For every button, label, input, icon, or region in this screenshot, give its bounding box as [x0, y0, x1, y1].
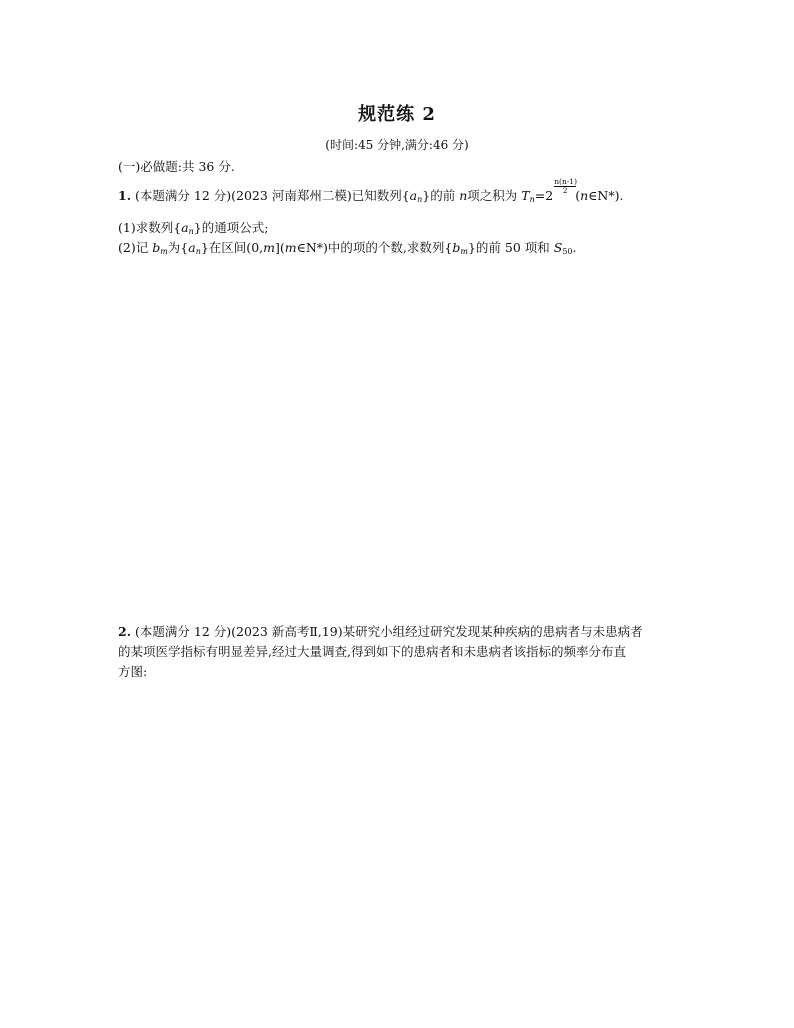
question-2-line-1	[118, 624, 643, 640]
exponent-fraction	[553, 177, 578, 200]
sub-m: m	[160, 247, 168, 256]
q1-text: ](	[274, 240, 285, 255]
q1-text: 为{	[167, 240, 189, 255]
q1-text: ∈N*)中的项的个数,求数列{	[296, 240, 453, 255]
q1-text: (1)求数列{	[118, 220, 182, 235]
q2-text: (本题满分 12 分)(2023 新高考Ⅱ,19)某研究小组经过研究发现某种疾病的患病者与未患病者	[135, 624, 643, 639]
var-b: b	[452, 240, 461, 255]
q1-text: (本题满分 12 分)(2023 河南郑州二模)已知数列{	[135, 188, 410, 203]
question-1-part-1	[118, 220, 268, 236]
var-m: m	[263, 240, 275, 255]
var-a: a	[181, 220, 189, 235]
exponent-denominator: 2	[562, 186, 568, 195]
sub-n: n	[188, 227, 194, 236]
var-n: n	[580, 188, 589, 203]
q1-text: .	[572, 240, 577, 255]
sub-n: n	[417, 195, 423, 204]
question-number: 1.	[118, 188, 132, 203]
var-S: S	[553, 240, 563, 255]
q1-text: }的通项公式;	[193, 220, 269, 235]
var-b: b	[152, 240, 161, 255]
q1-text: }的前	[422, 188, 460, 203]
q1-text: (2)记	[118, 240, 153, 255]
question-1-part-2	[118, 240, 577, 256]
q1-text: }的前 50 项和	[467, 240, 554, 255]
sub-n: n	[529, 195, 535, 204]
q1-text: (	[575, 188, 581, 203]
question-2-line-2: 的某项医学指标有明显差异,经过大量调查,得到如下的患病者和未患病者该指标的频率分布直	[118, 644, 626, 659]
sub-n: n	[195, 247, 201, 256]
sub-50: 50	[562, 247, 573, 256]
q1-text: =2	[534, 188, 554, 203]
exponent-numerator: n(n-1)	[554, 177, 578, 186]
page-title: 规范练 2	[358, 104, 436, 125]
question-2-line-3: 方图:	[118, 664, 148, 679]
q1-text: 项之积为	[467, 188, 522, 203]
q1-text: ∈N*).	[588, 188, 624, 203]
var-a: a	[409, 188, 418, 203]
question-number: 2.	[118, 624, 132, 639]
question-1-stem	[118, 177, 624, 204]
var-T: T	[521, 188, 530, 203]
sub-m: m	[460, 247, 468, 256]
var-n: n	[459, 188, 468, 203]
var-m: m	[284, 240, 297, 255]
q1-text: }在区间(0,	[200, 240, 264, 255]
section-heading: (一)必做题:共 36 分.	[118, 159, 235, 174]
var-a: a	[188, 240, 196, 255]
page-subtitle: (时间:45 分钟,满分:46 分)	[325, 138, 469, 152]
